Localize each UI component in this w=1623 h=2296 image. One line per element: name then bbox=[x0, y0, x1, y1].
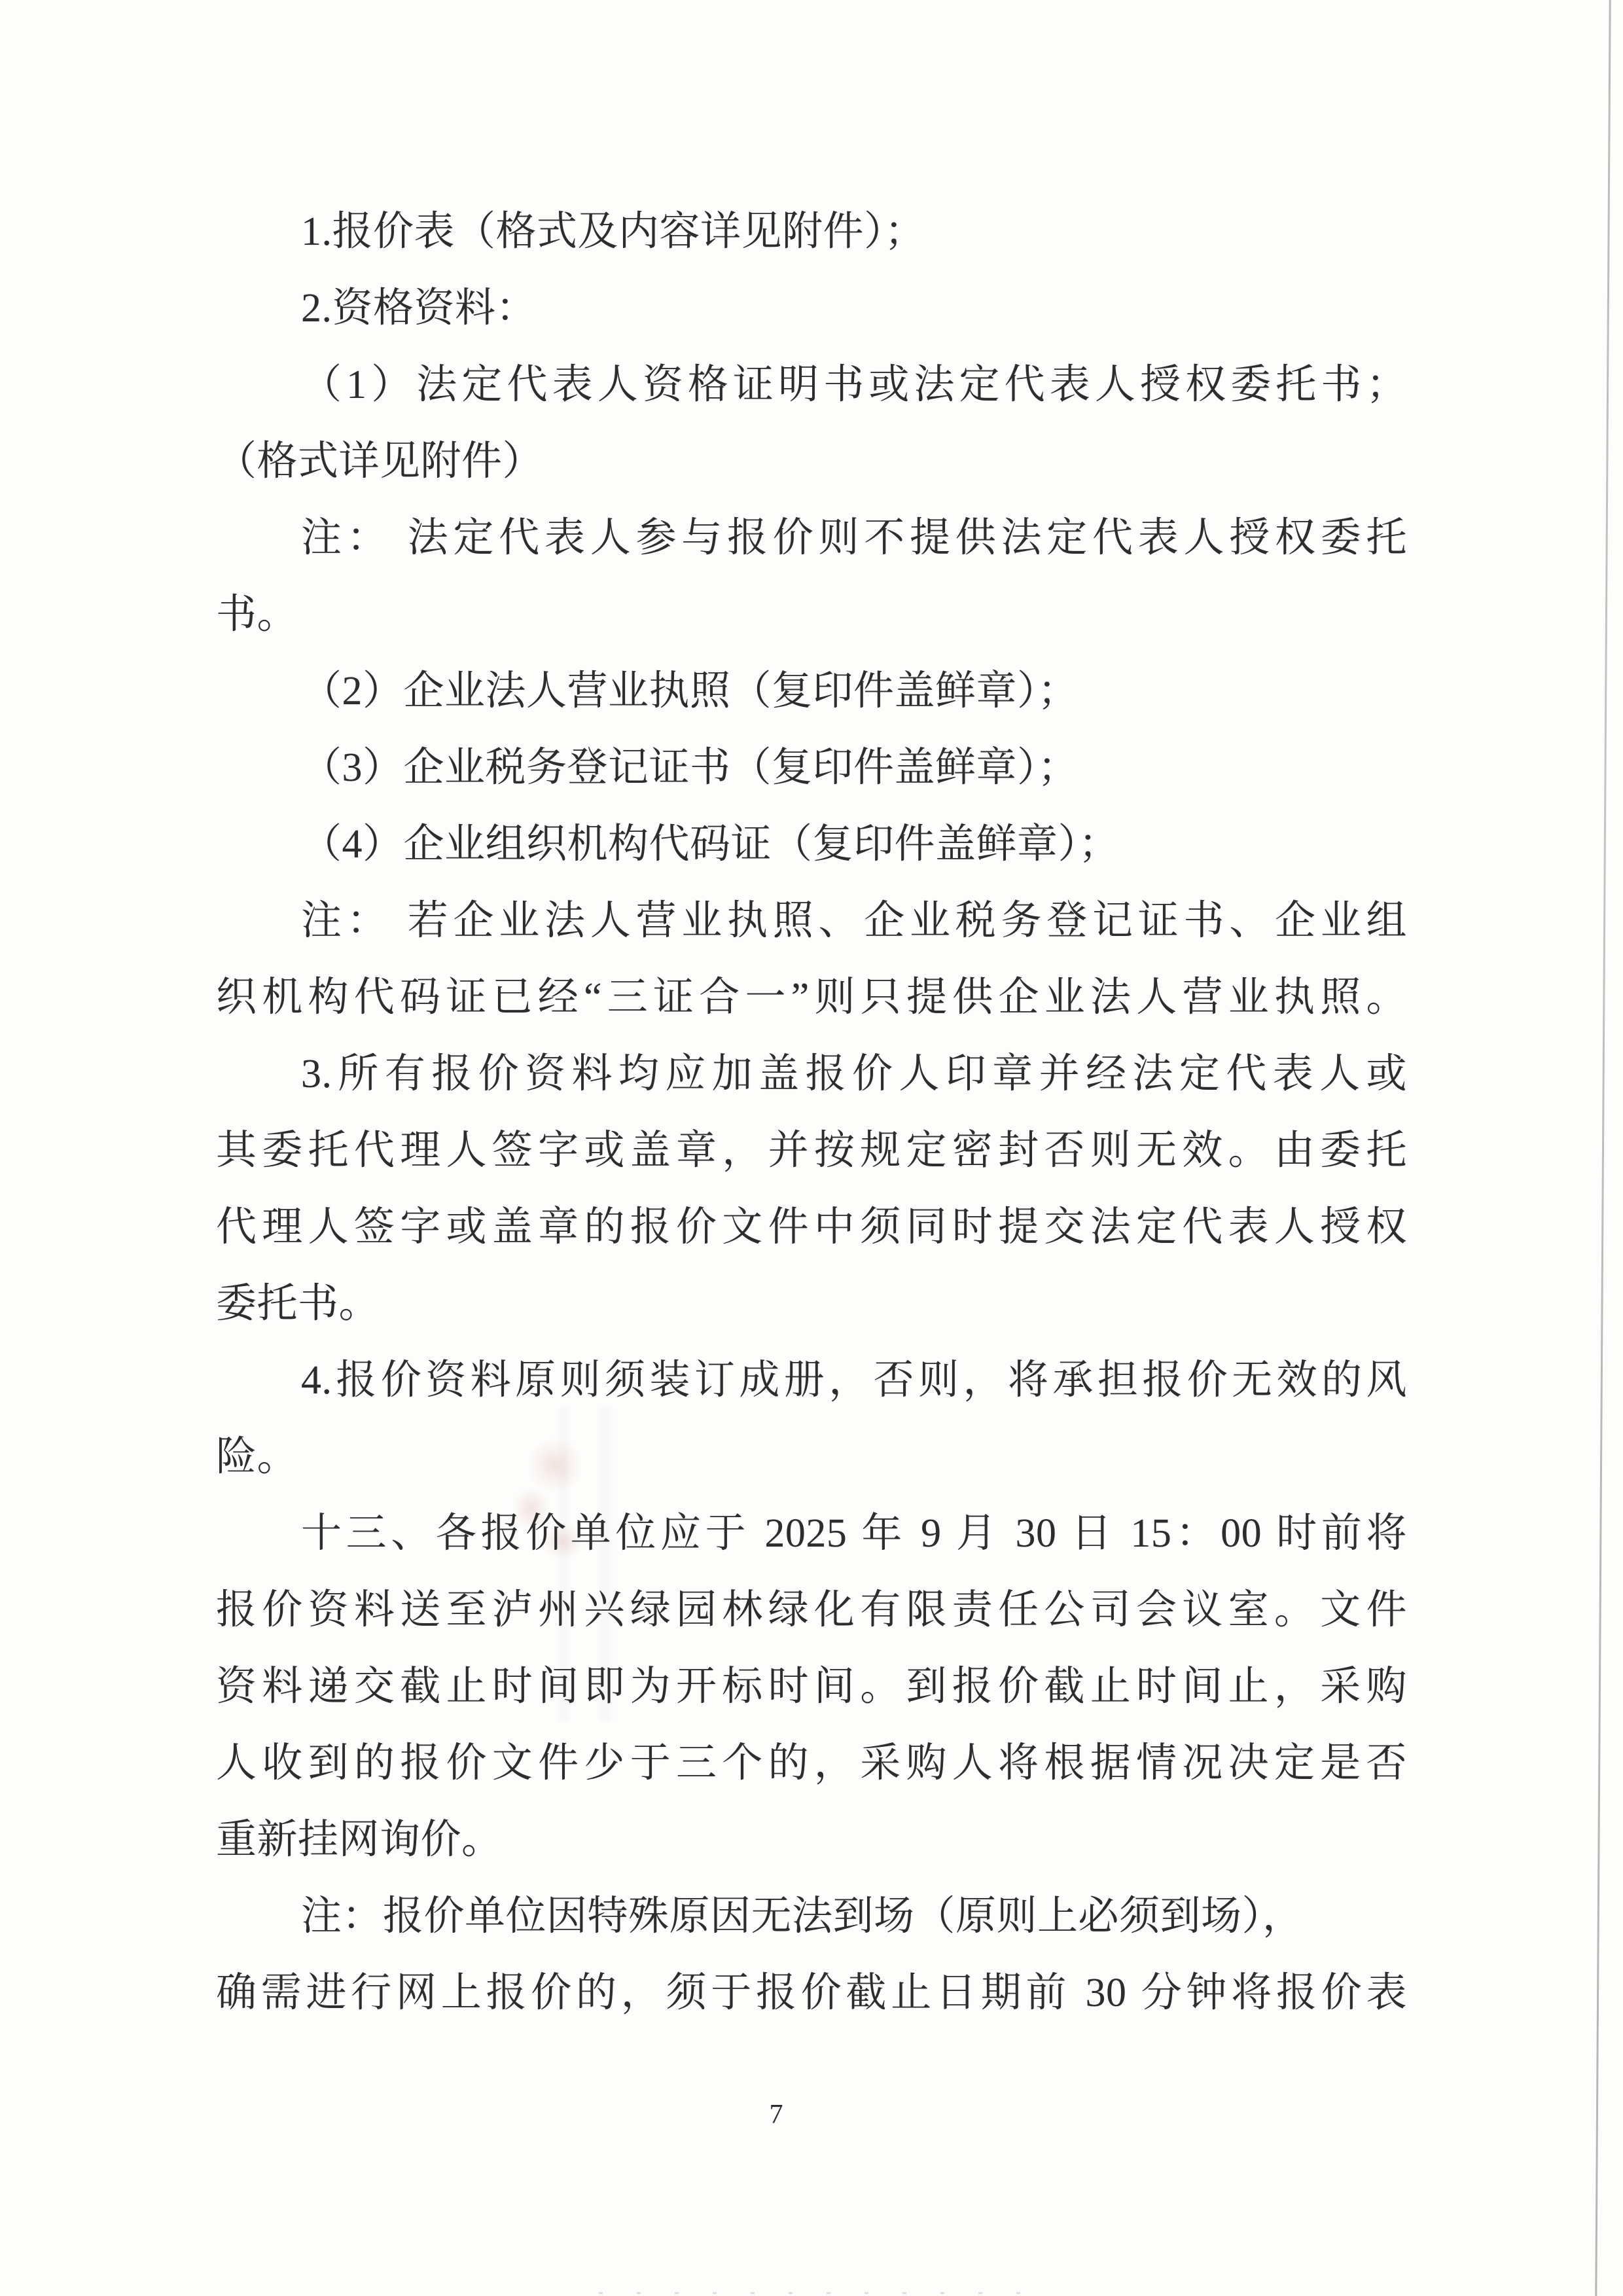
text-line: 4.报价资料原则须装订成册，否则，将承担报价无效的风 bbox=[301, 1358, 1407, 1403]
text-line: 其委托代理人签字或盖章，并按规定密封否则无效。由委托 bbox=[216, 1128, 1407, 1173]
text-line: 人收到的报价文件少于三个的，采购人将根据情况决定是否 bbox=[216, 1741, 1407, 1785]
text-line: 报价资料送至泸州兴绿园林绿化有限责任公司会议室。文件 bbox=[216, 1588, 1407, 1632]
bottom-edge-specks bbox=[599, 2292, 1031, 2294]
text-line: （4）企业组织机构代码证（复印件盖鲜章）； bbox=[301, 822, 1120, 867]
text-line: 书。 bbox=[216, 592, 298, 637]
text-line: （2）企业法人营业执照（复印件盖鲜章）； bbox=[301, 669, 1079, 713]
text-line: 织机构代码证已经“三证合一”则只提供企业法人营业执照。 bbox=[216, 975, 1407, 1020]
text-line: 资料递交截止时间即为开标时间。到报价截止时间止，采购 bbox=[216, 1664, 1407, 1709]
text-line: 注：报价单位因特殊原因无法到场（原则上必须到场）， bbox=[301, 1894, 1304, 1939]
text-line: 重新挂网询价。 bbox=[216, 1818, 503, 1862]
text-line: 注： 法定代表人参与报价则不提供法定代表人授权委托 bbox=[301, 516, 1407, 560]
text-line: 3.所有报价资料均应加盖报价人印章并经法定代表人或 bbox=[301, 1052, 1407, 1096]
text-line: （1）法定代表人资格证明书或法定代表人授权委托书； bbox=[301, 363, 1407, 407]
page-number: 7 bbox=[769, 2100, 783, 2130]
text-line: 1.报价表（格式及内容详见附件）； bbox=[301, 209, 926, 254]
text-line: 确需进行网上报价的，须于报价截止日期前 30 分钟将报价表 bbox=[216, 1971, 1407, 2015]
text-line: 注： 若企业法人营业执照、企业税务登记证书、企业组 bbox=[301, 899, 1407, 943]
text-line: 委托书。 bbox=[216, 1282, 380, 1326]
text-block bbox=[216, 194, 1407, 2134]
text-line: 代理人签字或盖章的报价文件中须同时提交法定代表人授权 bbox=[216, 1205, 1407, 1249]
text-line: 十三、各报价单位应于 2025 年 9 月 30 日 15：00 时前将 bbox=[301, 1511, 1407, 1556]
text-line: 2.资格资料： bbox=[301, 286, 537, 331]
text-line: 险。 bbox=[216, 1435, 298, 1479]
right-scan-edge-line bbox=[1595, 0, 1611, 2296]
text-line: （3）企业税务登记证书（复印件盖鲜章）； bbox=[301, 745, 1079, 790]
text-line: （格式详见附件） bbox=[216, 439, 544, 484]
